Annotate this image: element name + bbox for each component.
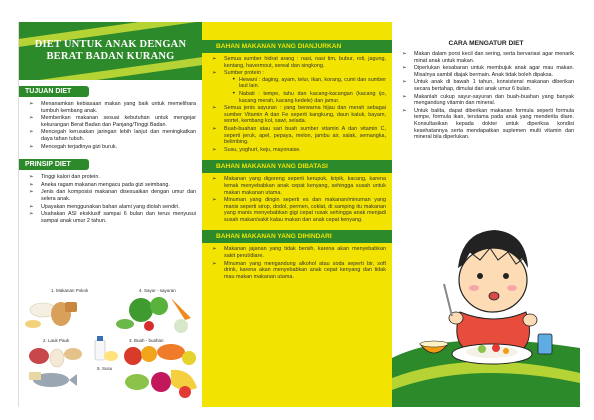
- food-label-vegetables: 4. Sayur - sayuran: [139, 288, 176, 293]
- list-item: ➢ Makanan jajanan yang tidak bersih, karena akan menyebabkan sakit perut/diare.: [212, 246, 386, 259]
- list-item: ➢ Untuk anak di bawah 1 tahun, konsistensi makanan diberikan secara bertahap, dimulai dari anak umur 6 bulan.: [402, 79, 574, 92]
- food-groups-illustration: [21, 284, 201, 404]
- list-item: ➢ Makanan yang digoreng seperti kerupuk, kripik, kacang, karena lemak menyebabkan anak cepat kenyang, sehingga susah untuk makan makanan utama.: [212, 176, 386, 196]
- tujuan-diet-heading: TUJUAN DIET: [19, 86, 89, 97]
- list-item: ➢ Usahakan ASI eksklusif sampai 6 bulan dan terus menyusui sampai anak umur 2 tahun.: [29, 211, 196, 224]
- food-label-protein: 2. Lauk Pauk: [43, 338, 70, 343]
- list-item: [212, 70, 386, 104]
- left-panel: [18, 22, 202, 407]
- cara-mengatur-diet-list: [392, 47, 580, 144]
- list-item: ➢ Menanamkan kebiasaan makan yang baik untuk memelihara tumbuh kembang anak.: [29, 101, 196, 114]
- list-item: ➢ Untuk balita, dapat diberikan makanan formula seperti formula tempe, formula ikan, terutama pada anak yang menderita diare. Konsultasikan kepada dokter untuk diperiksa kondisi kesehatannya serta mendapatkan suplemen multi vitamin dan mineral bila diperlukan.: [402, 108, 574, 141]
- title-banner: [19, 22, 202, 80]
- cara-mengatur-diet-heading: CARA MENGATUR DIET: [448, 40, 524, 47]
- list-item: ➢ Buah-buahan atau sari buah sumber vitamin A dan vitamin C, seperti jeruk, apel, pepaya, melon, jambu air, salak, semangka, belimbing.: [212, 126, 386, 146]
- list-item: ➢ Jenis dan komposisi makanan disesuaikan dengan umur dan selera anak.: [29, 189, 196, 202]
- child-icon: [444, 230, 537, 348]
- list-item: ➢ Diperlukan kesabaran untuk membujuk anak agar mau makan. Misalnya sambil diajak bermain. Anak tidak boleh dipaksa.: [402, 65, 574, 78]
- protein-sublist: [224, 77, 386, 104]
- list-item: ➢ Makan dalam porsi kecil dan sering, serta bervariasi agar menarik minat anak untuk makan.: [402, 51, 574, 64]
- right-panel: [392, 22, 580, 407]
- food-label-fruits: 3. Buah - buahan: [129, 338, 164, 343]
- list-item: ➢ Upayakan menggunakan bahan alami yang diolah sendiri.: [29, 204, 196, 211]
- food-label-staple: 1. Makanan Pokok: [51, 288, 89, 293]
- list-item: ➢ Mencegah terjadinya gizi buruk.: [29, 144, 196, 151]
- child-eating-illustration: [392, 208, 580, 407]
- middle-panel: [202, 22, 392, 407]
- sub-item: • Hewani : daging, ayam, telur, ikan, korang, cumi dan sumber laut lain.: [232, 77, 386, 90]
- list-item: ➢ Tinggi kalori dan protein.: [29, 174, 196, 181]
- list-item: ➢ Minuman yang mengandung alkohol atau soda seperti bir, soft drink, karena akan menyebabkan anak cepat kenyang dan tidak mau makan makanan utama.: [212, 261, 386, 281]
- list-item: ➢ Mencegah kerusakan jaringan lebih lanjut dan meningkatkan daya tahan tubuh.: [29, 129, 196, 142]
- plate-icon: [452, 344, 532, 364]
- list-item: ➢ Memberikan makanan sesuai kebutuhan untuk mengejar kekurangan Berat Badan dan Panjang/Tinggi Badan.: [29, 115, 196, 128]
- tujuan-diet-list: [19, 98, 202, 153]
- dianjurkan-heading: BAHAN MAKANAN YANG DIANJURKAN: [202, 40, 392, 53]
- brochure-title: DIET UNTUK ANAK DENGAN BERAT BADAN KURANG: [34, 39, 187, 62]
- dibatasi-list: [202, 173, 392, 226]
- prinsip-diet-list: [19, 171, 202, 227]
- protein-label: Sumber protein :: [224, 70, 264, 77]
- list-item: ➢ Semua sumber hidrat arang : nasi, nasi tim, bubur, roti, jagung, kentang, havermout, sereal dan singkong.: [212, 56, 386, 69]
- food-label-milk: 5. Susu: [97, 366, 113, 371]
- dihindari-list: [202, 243, 392, 283]
- dianjurkan-list: [202, 53, 392, 156]
- list-item: ➢ Makanlah cukup sayur-sayuran dan buah-buahan yang banyak mengandung vitamin dan mineral.: [402, 94, 574, 107]
- cup-icon: [538, 334, 552, 354]
- dibatasi-heading: BAHAN MAKANAN YANG DIBATASI: [202, 160, 392, 173]
- list-item: ➢ Aneka ragam makanan mengacu pada gizi seimbang.: [29, 182, 196, 189]
- dihindari-heading: BAHAN MAKANAN YANG DIHINDARI: [202, 230, 392, 243]
- list-item: ➢ Semua jenis sayuran : yang berwarna hijau dan merah sebagai sumber Vitamin A dan Fe seperti kangkung, daun katuk, bayam, wortel, kembang kol, sawi, selada.: [212, 105, 386, 125]
- list-item: ➢ Minuman yang dingin seperti es dan makanan/minuman yang manis seperti sirop, dodol, permen, coklat, di samping itu makanan yang manis menyebabkan gigi cepat rusak sehingga anak menjadi susah makan/sakit kalau makan dan anak cepat kenyang.: [212, 197, 386, 223]
- prinsip-diet-heading: PRINSIP DIET: [19, 159, 89, 170]
- list-item: ➢ Susu, yoghurt, keju, mayonaise.: [212, 147, 386, 154]
- sub-item: • Nabati : tempe, tahu dan kacang-kacangan (kacang ijo, kacang merah, kacang kedele) dan jamur.: [232, 91, 386, 104]
